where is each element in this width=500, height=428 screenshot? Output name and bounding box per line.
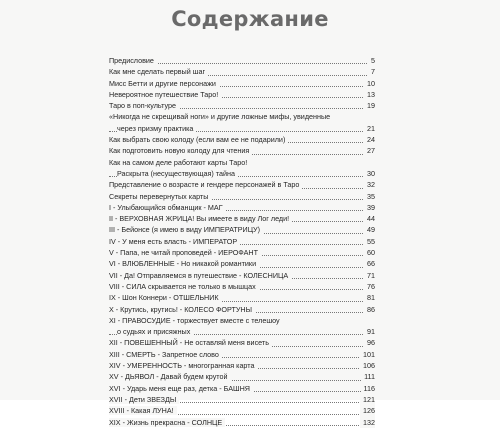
toc-entry-line bbox=[109, 394, 375, 405]
toc-entry-title: Мисс Бетти и другие персонажи bbox=[109, 79, 219, 88]
toc-entry-line bbox=[109, 111, 375, 122]
toc-entry-line bbox=[109, 360, 375, 371]
toc-entry-title: I - Улыбающийся обманщик - МАГ bbox=[109, 203, 226, 212]
toc-entry-line bbox=[109, 123, 375, 134]
toc-entry-title: VII - Да! Отправляемся в путешествие - КОЛЕСНИЦА bbox=[109, 271, 291, 280]
toc-entry-title: VIII - СИЛА скрывается не только в мышцах bbox=[109, 282, 259, 291]
toc-entry-line bbox=[109, 270, 375, 281]
toc-page-number: 49 bbox=[364, 224, 375, 235]
toc-page-number: 121 bbox=[360, 394, 375, 405]
toc-entry-line bbox=[109, 168, 375, 179]
toc-entry-title: через призму практика bbox=[117, 124, 196, 133]
toc-entry-title: Секреты перевернутых карты bbox=[109, 192, 211, 201]
toc-page-number: 76 bbox=[364, 281, 375, 292]
toc-entry-line bbox=[109, 224, 375, 235]
toc-page-number: 91 bbox=[364, 326, 375, 337]
toc-entry-line bbox=[109, 78, 375, 89]
toc-entry-title: Как выбрать свою колоду (если вам ее не подарили) bbox=[109, 135, 288, 144]
toc-page-number: 44 bbox=[364, 213, 375, 224]
toc-entry-line bbox=[109, 315, 375, 326]
toc-page-number: 35 bbox=[364, 191, 375, 202]
toc-entry-title: II - ВЕРХОВНАЯ ЖРИЦА! Вы имеете в виду Лог леди! bbox=[109, 214, 292, 223]
toc-page-number: 21 bbox=[364, 123, 375, 134]
toc-entry-title: XV - ДЬЯВОЛ - Давай будем крутой bbox=[109, 372, 231, 381]
page-title: Содержание bbox=[171, 7, 329, 31]
toc-entry-line bbox=[109, 383, 375, 394]
toc-entry bbox=[109, 304, 375, 315]
toc-entry-title: XI - ПРАВОСУДИЕ - торжествует вместе с телешоу bbox=[109, 316, 283, 325]
toc-entry-title: XIII - СМЕРТЬ - Запретное слово bbox=[109, 350, 222, 359]
toc-entry bbox=[109, 258, 375, 269]
toc-entry bbox=[109, 78, 375, 89]
toc-entry-line bbox=[109, 405, 375, 416]
toc-entry-title: III - Бейонсе (я имею в виду ИМПЕРАТРИЦУ) bbox=[109, 225, 263, 234]
toc-entry-line bbox=[109, 281, 375, 292]
toc-entry-line bbox=[109, 292, 375, 303]
toc-entry-line bbox=[109, 337, 375, 348]
toc-entry-line bbox=[109, 145, 375, 156]
toc-entry-title: X - Крутись, крутись! - КОЛЕСО ФОРТУНЫ bbox=[109, 305, 255, 314]
toc-page-number: 132 bbox=[360, 417, 375, 428]
toc-entry-title: XVI - Ударь меня еще раз, детка - БАШНЯ bbox=[109, 384, 253, 393]
toc-entry bbox=[109, 202, 375, 213]
toc-entry-title: VI - ВЛЮБЛЕННЫЕ - Но никакой романтики bbox=[109, 259, 259, 268]
toc-entry-title: о судьях и присяжных bbox=[117, 327, 193, 336]
toc-entry-line bbox=[109, 371, 375, 382]
toc-page-number: 106 bbox=[360, 360, 375, 371]
toc-entry-title: Раскрыта (несуществующая) тайна bbox=[117, 169, 238, 178]
toc-entry-line bbox=[109, 247, 375, 258]
toc-page-number: 81 bbox=[364, 292, 375, 303]
toc-page-number: 116 bbox=[361, 383, 375, 394]
table-of-contents bbox=[109, 55, 375, 428]
toc-entry-line bbox=[109, 191, 375, 202]
toc-entry-line bbox=[109, 326, 375, 337]
toc-entry-line bbox=[109, 89, 375, 100]
toc-entry bbox=[109, 213, 375, 224]
toc-page-number: 86 bbox=[364, 304, 375, 315]
toc-entry bbox=[109, 292, 375, 303]
toc-page-number: 24 bbox=[364, 134, 375, 145]
toc-entry bbox=[109, 247, 375, 258]
toc-entry-title: Как мне сделать первый шаг bbox=[109, 67, 208, 76]
toc-entry-title: XII - ПОВЕШЕННЫЙ - Не оставляй меня висеть bbox=[109, 338, 272, 347]
toc-entry-line bbox=[109, 134, 375, 145]
toc-entry bbox=[109, 89, 375, 100]
toc-entry-line bbox=[109, 100, 375, 111]
toc-entry-title: «Никогда не скрещивай ноги» и другие ложные мифы, увиденные bbox=[109, 112, 333, 121]
toc-page-number: 101 bbox=[360, 349, 375, 360]
toc-page-number: 96 bbox=[364, 337, 375, 348]
toc-page-number: 39 bbox=[364, 202, 375, 213]
toc-page-number: 111 bbox=[361, 371, 375, 382]
toc-entry bbox=[109, 270, 375, 281]
toc-entry-title: Как на самом деле работают карты Таро! bbox=[109, 158, 250, 167]
toc-entry-title: XVII - Дети ЗВЕЗДЫ bbox=[109, 395, 179, 404]
toc-entry-title: IX - Шон Коннери - ОТШЕЛЬНИК bbox=[109, 293, 222, 302]
toc-entry-line bbox=[109, 349, 375, 360]
toc-entry bbox=[109, 360, 375, 371]
toc-entry bbox=[109, 111, 375, 134]
toc-page-number: 13 bbox=[364, 89, 375, 100]
toc-entry bbox=[109, 337, 375, 348]
toc-entry bbox=[109, 405, 375, 416]
toc-entry bbox=[109, 100, 375, 111]
toc-entry-line bbox=[109, 179, 375, 190]
toc-entry-line bbox=[109, 213, 375, 224]
toc-entry bbox=[109, 55, 375, 66]
toc-entry bbox=[109, 236, 375, 247]
toc-entry bbox=[109, 417, 375, 428]
toc-page-number: 55 bbox=[364, 236, 375, 247]
toc-entry-title: XIX - Жизнь прекрасна - СОЛНЦЕ bbox=[109, 418, 225, 427]
toc-page-number: 27 bbox=[364, 145, 375, 156]
toc-page-number: 126 bbox=[360, 405, 375, 416]
toc-entry bbox=[109, 394, 375, 405]
toc-entry bbox=[109, 371, 375, 382]
toc-entry bbox=[109, 315, 375, 338]
toc-entry bbox=[109, 281, 375, 292]
toc-entry-line bbox=[109, 55, 375, 66]
toc-entry-line bbox=[109, 258, 375, 269]
toc-page-number: 19 bbox=[364, 100, 375, 111]
toc-entry bbox=[109, 157, 375, 180]
toc-entry-title: Представление о возрасте и гендере персонажей в Таро bbox=[109, 180, 302, 189]
toc-page-number: 7 bbox=[368, 66, 375, 77]
toc-entry bbox=[109, 191, 375, 202]
toc-page-number: 71 bbox=[364, 270, 375, 281]
toc-entry bbox=[109, 349, 375, 360]
toc-page-number: 10 bbox=[364, 78, 375, 89]
toc-entry bbox=[109, 145, 375, 156]
toc-entry-title: Таро в поп-культуре bbox=[109, 101, 179, 110]
toc-entry-title: XVIII - Какая ЛУНА! bbox=[109, 406, 177, 415]
toc-page-number: 60 bbox=[364, 247, 375, 258]
toc-entry bbox=[109, 383, 375, 394]
toc-entry-title: XIV - УМЕРЕННОСТЬ - многогранная карта bbox=[109, 361, 257, 370]
toc-entry-line bbox=[109, 157, 375, 168]
toc-entry bbox=[109, 179, 375, 190]
toc-entry-title: Предисловие bbox=[109, 56, 157, 65]
toc-entry-title: IV - У меня есть власть - ИМПЕРАТОР bbox=[109, 237, 240, 246]
toc-page-number: 30 bbox=[364, 168, 375, 179]
toc-entry bbox=[109, 134, 375, 145]
toc-entry-title: V - Папа, не читай проповедей - ИЕРОФАНТ bbox=[109, 248, 261, 257]
toc-entry-line bbox=[109, 417, 375, 428]
toc-entry-title: Как подготовить новую колоду для чтения bbox=[109, 146, 252, 155]
toc-entry bbox=[109, 66, 375, 77]
toc-entry-line bbox=[109, 202, 375, 213]
toc-page-number: 66 bbox=[364, 258, 375, 269]
toc-entry-line bbox=[109, 304, 375, 315]
toc-page-number: 5 bbox=[368, 55, 375, 66]
toc-entry-line bbox=[109, 236, 375, 247]
toc-page-number: 32 bbox=[364, 179, 375, 190]
toc-entry-title: Невероятное путешествие Таро! bbox=[109, 90, 221, 99]
toc-entry-line bbox=[109, 66, 375, 77]
toc-entry bbox=[109, 224, 375, 235]
